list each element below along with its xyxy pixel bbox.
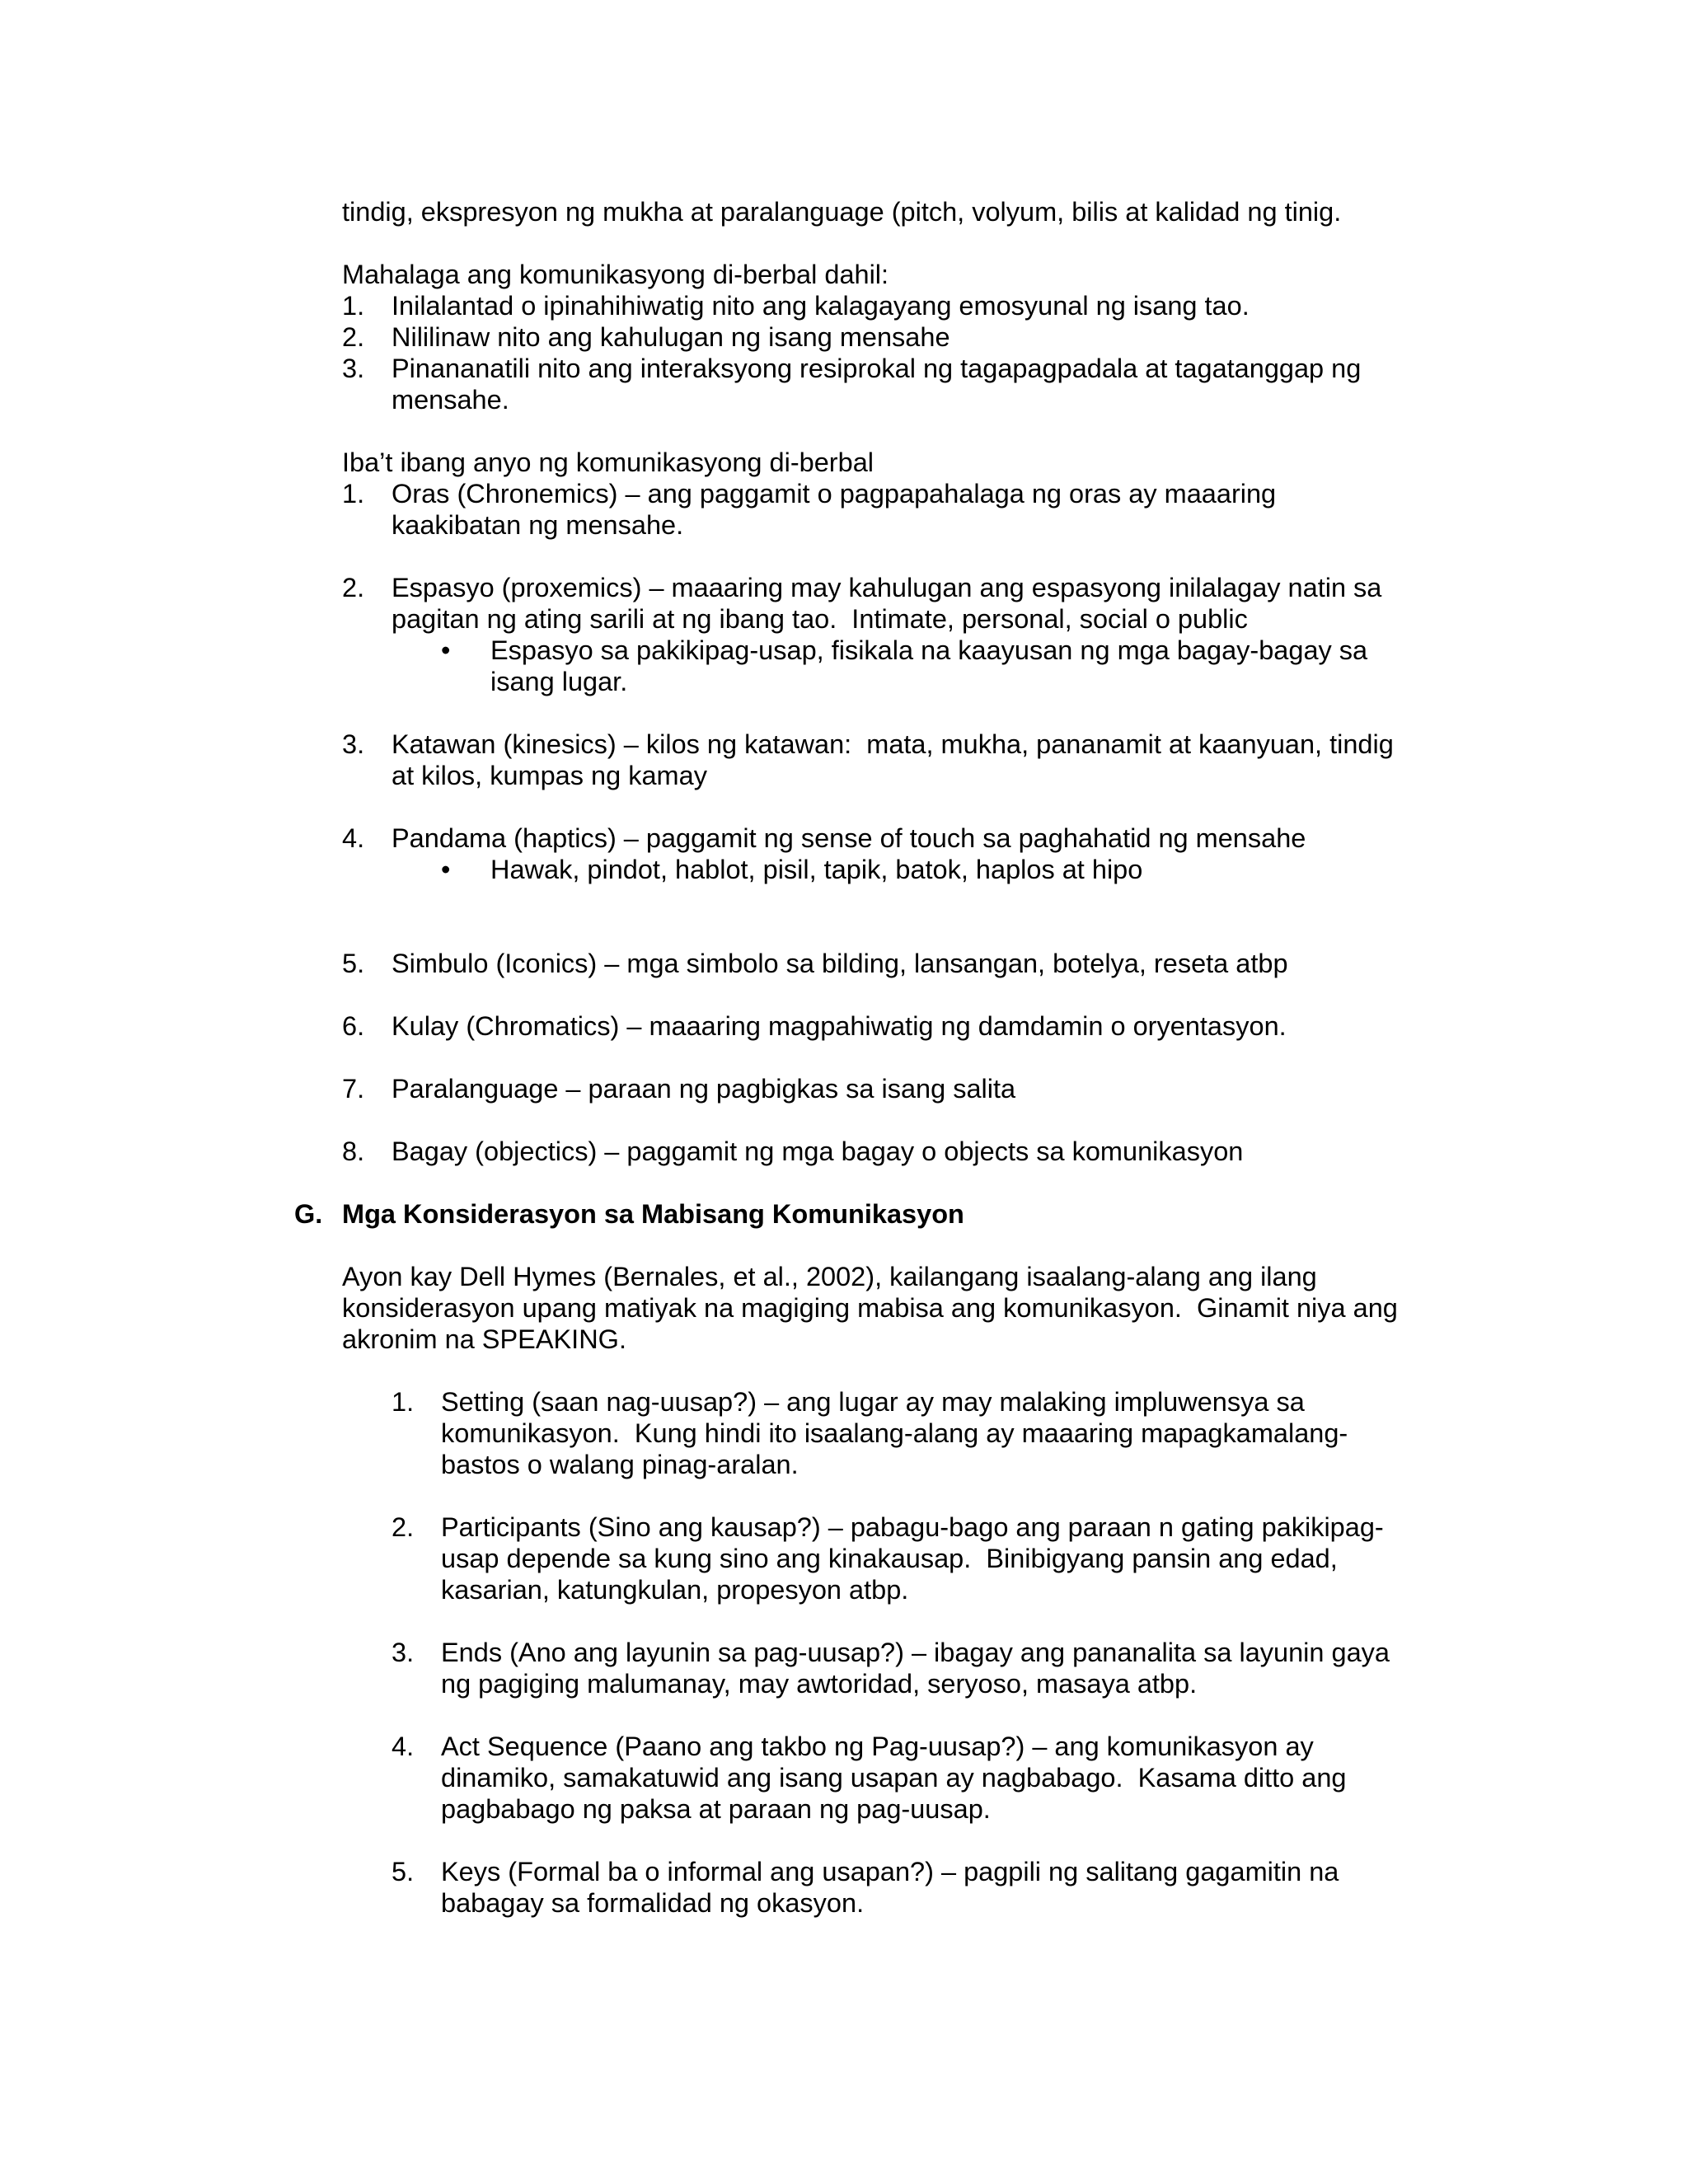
item-number: 2.: [342, 573, 365, 602]
list-item: [392, 1637, 1438, 1699]
list-item: [342, 572, 1438, 697]
item-text: Kulay (Chromatics) – maaaring magpahiwatig ng damdamin o oryentasyon.: [392, 1011, 1287, 1041]
bullet-icon: •: [441, 635, 451, 665]
bullet-item: [441, 854, 1438, 885]
list-item: [342, 729, 1438, 791]
item-text: Ends (Ano ang layunin sa pag-uusap?) – ibagay ang pananalita sa layunin gaya: [441, 1638, 1390, 1667]
item-number: 2.: [342, 322, 365, 352]
item-text: Pinananatili nito ang interaksyong resiprokal ng tagapagpadala at tagatanggap ng: [392, 354, 1362, 383]
list-item: [342, 823, 1438, 885]
item-text: Oras (Chronemics) – ang paggamit o pagpapahalaga ng oras ay maaaring: [392, 479, 1277, 509]
list-item: [392, 1731, 1438, 1825]
item-text: pagbabago ng paksa at paraan ng pag-uusap.: [441, 1794, 991, 1824]
item-number: 1.: [342, 479, 365, 509]
item-number: 4.: [342, 823, 365, 853]
list-item: [392, 1386, 1438, 1480]
item-number: 8.: [342, 1137, 365, 1166]
paragraph-line: akronim na SPEAKING.: [342, 1324, 626, 1354]
item-text: Katawan (kinesics) – kilos ng katawan: mata, mukha, pananamit at kaanyuan, tindig: [392, 729, 1394, 759]
item-text: at kilos, kumpas ng kamay: [392, 761, 707, 790]
list-item: [392, 1511, 1438, 1605]
item-number: 5.: [392, 1857, 415, 1886]
list-item: [342, 1010, 1438, 1042]
bullet-text: isang lugar.: [490, 667, 628, 696]
bullet-text: Espasyo sa pakikipag-usap, fisikala na kaayusan ng mga bagay-bagay sa: [490, 635, 1368, 665]
list-item: [342, 353, 1438, 415]
bullet-icon: •: [441, 855, 451, 884]
item-text: Keys (Formal ba o informal ang usapan?) – pagpili ng salitang gagamitin na: [441, 1857, 1339, 1886]
item-text: Inilalantad o ipinahihiwatig nito ang kalagayang emosyunal ng isang tao.: [392, 291, 1250, 321]
list-item: [342, 948, 1438, 979]
item-text: kaakibatan ng mensahe.: [392, 510, 684, 540]
forms-intro: Iba’t ibang anyo ng komunikasyong di-berbal: [342, 448, 874, 477]
bullet-text: Hawak, pindot, hablot, pisil, tapik, batok, haplos at hipo: [490, 855, 1143, 884]
item-number: 4.: [392, 1732, 415, 1761]
section-title: Mga Konsiderasyon sa Mabisang Komunikasyon: [342, 1199, 964, 1229]
item-number: 3.: [342, 729, 365, 759]
item-text: Pandama (haptics) – paggamit ng sense of touch sa paghahatid ng mensahe: [392, 823, 1306, 853]
item-text: usap depende sa kung sino ang kinakausap. Binibigyang pansin ang edad,: [441, 1544, 1338, 1573]
opening-line: tindig, ekspresyon ng mukha at paralanguage (pitch, volyum, bilis at kalidad ng tinig.: [342, 197, 1342, 227]
item-number: 1.: [342, 291, 365, 321]
section-letter: G.: [294, 1199, 323, 1229]
item-text: dinamiko, samakatuwid ang isang usapan ay nagbabago. Kasama ditto ang: [441, 1763, 1347, 1793]
item-number: 7.: [342, 1074, 365, 1104]
item-text: Act Sequence (Paano ang takbo ng Pag-uusap?) – ang komunikasyon ay: [441, 1732, 1314, 1761]
list-item: [342, 1073, 1438, 1104]
item-number: 5.: [342, 949, 365, 978]
item-number: 1.: [392, 1387, 415, 1417]
list-item: [342, 1136, 1438, 1167]
item-text: Nililinaw nito ang kahulugan ng isang mensahe: [392, 322, 950, 352]
importance-intro: Mahalaga ang komunikasyong di-berbal dahil:: [342, 260, 889, 289]
item-number: 3.: [342, 354, 365, 383]
list-item: [342, 478, 1438, 541]
item-text: Espasyo (proxemics) – maaaring may kahulugan ang espasyong inilalagay natin sa: [392, 573, 1382, 602]
section-paragraph: [342, 1261, 1438, 1355]
item-number: 2.: [392, 1512, 415, 1542]
item-text: pagitan ng ating sarili at ng ibang tao. Intimate, personal, social o public: [392, 604, 1248, 634]
item-text: mensahe.: [392, 385, 509, 415]
item-text: Participants (Sino ang kausap?) – pabagu-bago ang paraan n gating pakikipag-: [441, 1512, 1384, 1542]
item-text: Bagay (objectics) – paggamit ng mga bagay o objects sa komunikasyon: [392, 1137, 1244, 1166]
item-text: kasarian, katungkulan, propesyon atbp.: [441, 1575, 909, 1605]
paragraph-line: konsiderasyon upang matiyak na magiging mabisa ang komunikasyon. Ginamit niya ang: [342, 1293, 1398, 1323]
paragraph-line: Ayon kay Dell Hymes (Bernales, et al., 2002), kailangang isaalang-alang ang ilang: [342, 1262, 1317, 1291]
importance-list: [342, 290, 1438, 415]
list-item: [342, 321, 1438, 353]
item-number: 3.: [392, 1638, 415, 1667]
item-text: babagay sa formalidad ng okasyon.: [441, 1888, 865, 1918]
item-text: Simbulo (Iconics) – mga simbolo sa bilding, lansangan, botelya, reseta atbp: [392, 949, 1288, 978]
item-text: komunikasyon. Kung hindi ito isaalang-alang ay maaaring mapagkamalang-: [441, 1418, 1348, 1448]
item-text: ng pagiging malumanay, may awtoridad, seryoso, masaya atbp.: [441, 1669, 1198, 1699]
list-item: [392, 1856, 1438, 1919]
bullet-item: [441, 635, 1438, 697]
item-number: 6.: [342, 1011, 365, 1041]
item-text: Setting (saan nag-uusap?) – ang lugar ay may malaking impluwensya sa: [441, 1387, 1305, 1417]
item-text: Paralanguage – paraan ng pagbigkas sa isang salita: [392, 1074, 1016, 1104]
list-item: [342, 290, 1438, 321]
item-text: bastos o walang pinag-aralan.: [441, 1450, 799, 1479]
